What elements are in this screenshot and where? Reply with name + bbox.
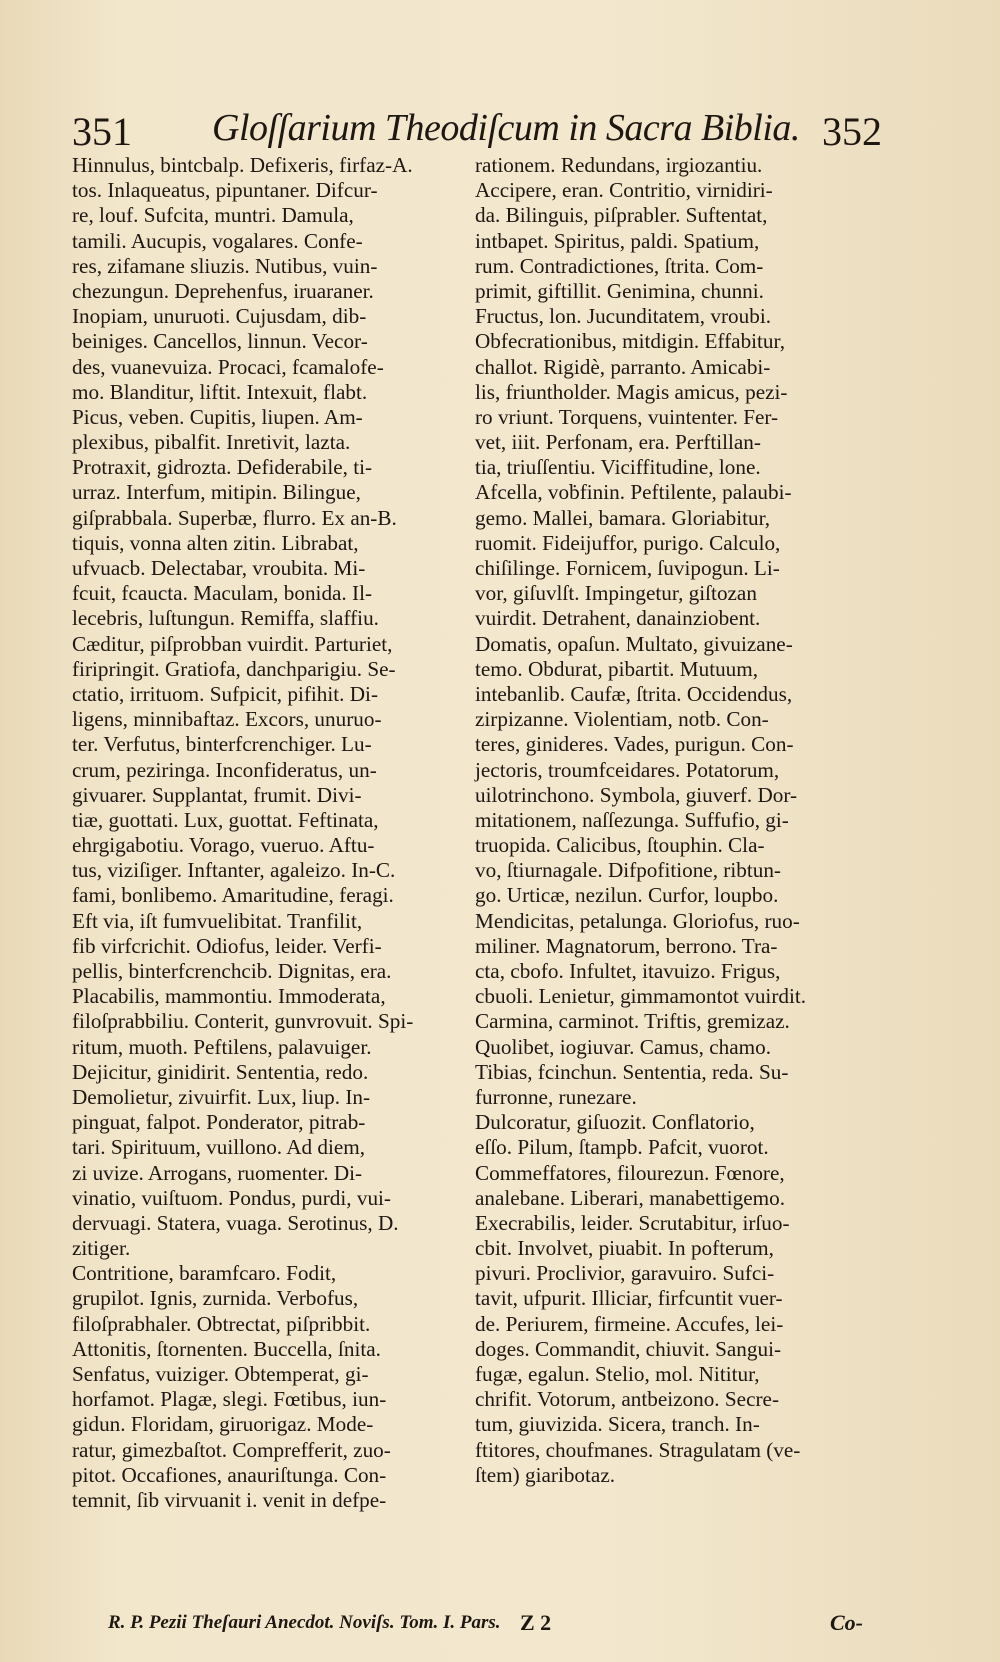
text-line: fib virfcrichit. Odiofus, leider. Verfi- [72, 933, 382, 958]
text-line: ſtem) giaribotaz. [475, 1462, 616, 1487]
text-line: pinguat, falpot. Ponderator, pitrab- [72, 1110, 366, 1135]
text-line: tia, triuſſentiu. Viciffitudine, lone. [475, 455, 761, 480]
text-line: horfamot. Plagæ, slegi. Fœtibus, iun- [72, 1387, 387, 1412]
text-line: pivuri. Proclivior, garavuiro. Sufci- [475, 1261, 775, 1286]
text-line: ftitores, choufmanes. Stragulatam (ve- [475, 1437, 801, 1462]
text-line: tiquis, vonna alten zitin. Librabat, [72, 530, 359, 555]
text-line: Contritione, baramfcaro. Fodit, [72, 1261, 337, 1286]
text-line: Obfecrationibus, mitdigin. Effabitur, [475, 329, 786, 354]
text-line: Mendicitas, petalunga. Gloriofus, ruo- [475, 908, 800, 933]
text-line: primit, giftillit. Genimina, chunni. [475, 278, 764, 303]
text-line: rum. Contradictiones, ſtrita. Com- [475, 253, 764, 278]
text-line: Fructus, lon. Jucunditatem, vroubi. [475, 304, 772, 329]
signature-mark: Z 2 [520, 1610, 552, 1635]
text-line: filoſprabbiliu. Conterit, gunvrovuit. Spi- [72, 1009, 414, 1034]
text-line: giſprabbala. Superbæ, flurro. Ex an-B. [72, 505, 397, 530]
text-line: firipringit. Gratiofa, danchparigiu. Se- [72, 656, 396, 681]
text-line: Demolietur, zivuirfit. Lux, liup. In- [72, 1084, 371, 1109]
text-line: intebanlib. Caufæ, ſtrita. Occidendus, [475, 681, 793, 706]
text-line: vinatio, vuiſtuom. Pondus, purdi, vui- [72, 1185, 391, 1210]
text-line: tus, viziſiger. Inftanter, agaleizo. In-C. [72, 858, 396, 883]
text-line: pellis, binterfcrenchcib. Dignitas, era. [72, 959, 392, 983]
text-line: truopida. Calicibus, ſtouphin. Cla- [475, 833, 765, 858]
text-line: mitationem, naſſezunga. Suffufio, gi- [475, 807, 789, 832]
text-line: Eft via, iſt fumvuelibitat. Tranfilit, [72, 908, 363, 933]
text-line: Dulcoratur, giſuozit. Conflatorio, [475, 1110, 755, 1135]
page-number-right: 352 [822, 109, 882, 154]
text-line: ritum, muoth. Peftilens, palavuiger. [72, 1034, 372, 1059]
text-line: temo. Obdurat, pibartit. Mutuum, [475, 656, 759, 681]
text-line: Senfatus, vuiziger. Obtemperat, gi- [72, 1362, 369, 1386]
text-line: filoſprabhaler. Obtrectat, piſpribbit. [72, 1311, 371, 1336]
text-line: mo. Blanditur, liftit. Intexuit, flabt. [72, 379, 368, 404]
text-line: furronne, runezare. [475, 1084, 637, 1109]
text-line: vo, ſtiurnagale. Difpofitione, ribtun- [475, 858, 781, 883]
text-line: ratur, gimezbaſtot. Comprefferit, zuo- [72, 1437, 391, 1462]
text-line: Accipere, eran. Contritio, virnidiri- [475, 178, 773, 203]
text-line: ro vriunt. Torquens, vuintenter. Fer- [475, 404, 779, 429]
text-line: crum, peziringa. Inconfideratus, un- [72, 757, 377, 782]
text-line: Placabilis, mammontiu. Immoderata, [72, 984, 386, 1009]
text-line: Dejicitur, ginidirit. Sententia, redo. [72, 1059, 369, 1084]
text-line: Execrabilis, leider. Scrutabitur, irſuo- [475, 1210, 790, 1235]
text-line: vet, iiit. Perfonam, era. Perftillan- [475, 430, 761, 455]
right-text-column [475, 153, 872, 1488]
text-line: go. Urticæ, nezilun. Curfor, loupbo. [475, 883, 779, 908]
text-line: cbuoli. Lenietur, gimmamontot vuirdit. [475, 984, 807, 1009]
text-line: uilotrinchono. Symbola, giuverf. Dor- [475, 782, 798, 807]
text-line: eſſo. Pilum, ſtampb. Pafcit, vuorot. [475, 1135, 769, 1160]
text-line: ruomit. Fideijuffor, purigo. Calculo, [475, 530, 781, 555]
text-line: givuarer. Supplantat, frumit. Divi- [72, 782, 362, 807]
text-line: Hinnulus, bintcbalp. Defixeris, firfaz-A. [72, 153, 413, 177]
text-line: intbapet. Spiritus, paldi. Spatium, [475, 228, 760, 253]
left-text-column [72, 153, 469, 1513]
text-line: analebane. Liberari, manabettigemo. [475, 1185, 786, 1210]
text-line: Picus, veben. Cupitis, liupen. Am- [72, 404, 363, 429]
text-line: vor, giſuvlſt. Impingetur, giſtozan [475, 581, 757, 606]
running-header [72, 98, 882, 154]
text-line: cta, cbofo. Infultet, itavuizo. Frigus, [475, 959, 781, 983]
page-number-left: 351 [72, 109, 132, 154]
text-line: gidun. Floridam, giruorigaz. Mode- [72, 1412, 374, 1437]
text-line: des, vuanevuiza. Procaci, fcamalofe- [72, 354, 384, 379]
text-line: de. Periurem, firmeine. Accufes, lei- [475, 1311, 784, 1336]
text-line: tavit, ufpurit. Illiciar, firfcuntit vuer- [475, 1286, 783, 1311]
text-line: chiſilinge. Fornicem, ſuvipogun. Li- [475, 556, 780, 580]
text-line: tos. Inlaqueatus, pipuntaner. Difcur- [72, 178, 378, 203]
text-line: tum, giuvizida. Sicera, tranch. In- [475, 1412, 760, 1437]
footer-source-line: R. P. Pezii Theſauri Anecdot. Noviſs. Tom. I. Pars. [108, 1612, 501, 1633]
text-line: ehrgigabotiu. Vorago, vueruo. Aftu- [72, 833, 375, 858]
running-title: Gloſſarium Theodiſcum in Sacra Biblia. [212, 107, 800, 149]
text-line: grupilot. Ignis, zurnida. Verbofus, [72, 1286, 359, 1311]
text-line: Afcella, voḃfinin. Peftilente, palaubi- [475, 480, 792, 505]
text-line: gemo. Mallei, bamara. Gloriabitur, [475, 505, 771, 530]
text-line: pitot. Occafiones, anauriſtunga. Con- [72, 1462, 387, 1487]
text-line: lecebris, luſtungun. Remiffa, slaffiu. [72, 606, 379, 631]
text-line: Attonitis, ſtornenten. Buccella, ſnita. [72, 1336, 381, 1361]
text-line: ter. Verfutus, binterfcrenchiger. Lu- [72, 732, 372, 757]
text-line: doges. Commandit, chiuvit. Sangui- [475, 1336, 782, 1361]
text-line: ctatio, irrituom. Sufpicit, pifihit. Di- [72, 681, 378, 706]
text-line: re, louf. Sufcita, muntri. Damula, [72, 203, 354, 228]
text-line: da. Bilinguis, piſprabler. Suftentat, [475, 203, 768, 228]
text-line: Quolibet, iogiuvar. Camus, chamo. [475, 1034, 771, 1059]
text-line: miliner. Magnatorum, berrono. Tra- [475, 933, 778, 958]
text-line: lis, friuntholder. Magis amicus, pezi- [475, 379, 788, 404]
text-line: rationem. Redundans, irgiozantiu. [475, 153, 763, 177]
text-line: Protraxit, gidrozta. Defiderabile, ti- [72, 455, 373, 480]
text-line: fugæ, egalun. Stelio, mol. Nititur, [475, 1362, 760, 1386]
text-line: ligens, minnibaftaz. Excors, unuruo- [72, 707, 382, 732]
text-line: vuirdit. Detrahent, danainziobent. [475, 606, 761, 631]
text-line: ufvuacb. Delectabar, vroubita. Mi- [72, 556, 366, 580]
text-line: beiniges. Cancellos, linnun. Vecor- [72, 329, 368, 354]
text-line: teres, ginideres. Vades, purigun. Con- [475, 732, 794, 757]
text-line: tari. Spirituum, vuillono. Ad diem, [72, 1135, 366, 1160]
text-line: zitiger. [72, 1236, 131, 1261]
text-line: Inopiam, unuruoti. Cujusdam, dib- [72, 304, 367, 329]
text-line: tiæ, guottati. Lux, guottat. Feftinata, [72, 807, 379, 832]
text-line: cbit. Involvet, piuabit. In pofterum, [475, 1236, 774, 1261]
text-line: urraz. Interfum, mitipin. Bilingue, [72, 480, 361, 505]
catchword: Co- [830, 1610, 863, 1635]
text-line: challot. Rigidè, parranto. Amicabi- [475, 354, 771, 379]
text-line: chezungun. Deprehenfus, iruaraner. [72, 278, 374, 303]
text-line: jectoris, troumfceidares. Potatorum, [475, 757, 780, 782]
text-line: tamili. Aucupis, vogalares. Confe- [72, 228, 363, 253]
text-line: fami, bonlibemo. Amaritudine, feragi. [72, 883, 394, 908]
text-line: plexibus, pibalfit. Inretivit, lazta. [72, 430, 351, 455]
text-line: dervuagi. Statera, vuaga. Serotinus, D. [72, 1210, 399, 1235]
text-line: temnit, ſib virvuanit i. venit in defpe- [72, 1487, 387, 1512]
text-line: Cæditur, piſprobban vuirdit. Parturiet, [72, 631, 393, 656]
text-line: Commeffatores, filourezun. Fœnore, [475, 1160, 785, 1185]
text-line: Tibias, fcinchun. Sententia, reda. Su- [475, 1059, 789, 1084]
text-line: Carmina, carminot. Triftis, gremizaz. [475, 1009, 790, 1034]
text-line: fcuit, fcaucta. Maculam, bonida. Il- [72, 581, 373, 606]
text-line: chrifit. Votorum, antbeizono. Secre- [475, 1387, 779, 1412]
text-line: res, zifamane sliuzis. Nutibus, vuin- [72, 253, 378, 278]
text-line: Domatis, opaſun. Multato, givuizane- [475, 631, 793, 656]
text-line: zi uvize. Arrogans, ruomenter. Di- [72, 1160, 363, 1185]
text-line: zirpizanne. Violentiam, notb. Con- [475, 707, 769, 732]
